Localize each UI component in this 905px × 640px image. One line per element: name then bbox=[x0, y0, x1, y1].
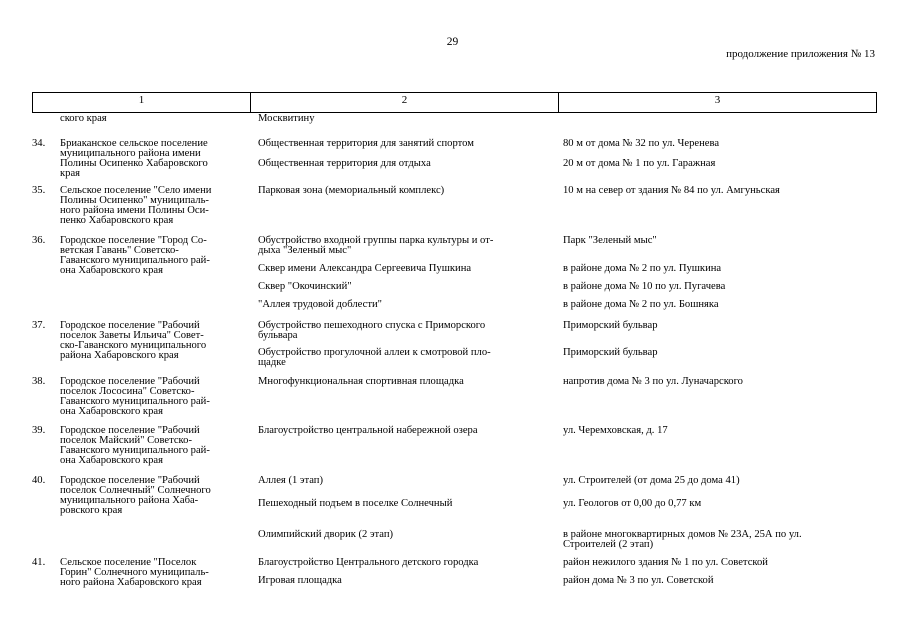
location-cell: в районе дома № 2 по ул. Бошняка bbox=[563, 299, 719, 310]
municipality-cell: Городское поселение "Рабочий поселок Солнечный" Солнечного муниципального района Хаба- ровского края bbox=[60, 475, 211, 516]
municipality-cell: Сельское поселение "Село имени Полины Осипенко" муниципаль- ного района имени Полины Оси- пенко Хабаровского края bbox=[60, 185, 212, 226]
object-cell: Обустройство пешеходного спуска с Приморского бульвара bbox=[258, 320, 486, 341]
object-cell: Москвитину bbox=[258, 113, 315, 124]
location-cell: в районе дома № 2 по ул. Пушкина bbox=[563, 263, 722, 274]
municipality-cell: Бриаканское сельское поселение муниципального района имени Полины Осипенко Хабаровского края bbox=[60, 138, 208, 179]
header-col-3: 3 bbox=[714, 94, 721, 106]
object-cell: Пешеходный подъем в поселке Солнечный bbox=[258, 498, 453, 509]
row-number: 39. bbox=[32, 425, 46, 436]
header-col-1: 1 bbox=[33, 93, 251, 112]
table-header bbox=[32, 92, 877, 113]
municipality-cell: Городское поселение "Город Со- ветская Гавань" Советско- Гаванского муниципального рай- она Хабаровского края bbox=[60, 235, 210, 276]
object-cell: Общественная территория для отдыха bbox=[258, 158, 431, 169]
row-number: 37. bbox=[32, 320, 46, 331]
location-cell: Парк "Зеленый мыс" bbox=[563, 235, 657, 246]
object-cell: "Аллея трудовой доблести" bbox=[258, 299, 382, 310]
object-cell: Сквер имени Александра Сергеевича Пушкина bbox=[258, 263, 472, 274]
municipality-cell: ского края bbox=[60, 113, 107, 124]
object-cell: Игровая площадка bbox=[258, 575, 342, 586]
object-cell: Аллея (1 этап) bbox=[258, 475, 323, 486]
object-cell: Благоустройство Центрального детского городка bbox=[258, 557, 479, 568]
row-number: 40. bbox=[32, 475, 46, 486]
object-cell: Многофункциональная спортивная площадка bbox=[258, 376, 464, 387]
municipality-cell: Городское поселение "Рабочий поселок Лососина" Советско- Гаванского муниципального рай- она Хабаровского края bbox=[60, 376, 210, 417]
object-cell: Обустройство входной группы парка культуры и от- дыха "Зеленый мыс" bbox=[258, 235, 494, 256]
location-cell: напротив дома № 3 по ул. Луначарского bbox=[563, 376, 743, 387]
row-number: 36. bbox=[32, 235, 46, 246]
row-number: 41. bbox=[32, 557, 46, 568]
object-cell: Общественная территория для занятий спортом bbox=[258, 138, 474, 149]
header-col-2: 2 bbox=[251, 93, 559, 112]
location-cell: в районе дома № 10 по ул. Пугачева bbox=[563, 281, 726, 292]
location-cell: ул. Строителей (от дома 25 до дома 41) bbox=[563, 475, 740, 486]
municipality-cell: Городское поселение "Рабочий поселок Заветы Ильича" Совет- ско-Гаванского муниципального района Хабаровского края bbox=[60, 320, 207, 361]
row-number: 35. bbox=[32, 185, 46, 196]
object-cell: Обустройство прогулочной аллеи к смотровой пло- щадке bbox=[258, 347, 491, 368]
object-cell: Олимпийский дворик (2 этап) bbox=[258, 529, 394, 540]
page-number: 29 bbox=[446, 36, 459, 48]
location-cell: район дома № 3 по ул. Советской bbox=[563, 575, 714, 586]
location-cell: в районе многоквартирных домов № 23А, 25А по ул. Строителей (2 этап) bbox=[563, 529, 802, 550]
location-cell: Приморский бульвар bbox=[563, 320, 658, 331]
location-cell: 20 м от дома № 1 по ул. Гаражная bbox=[563, 158, 716, 169]
location-cell: 10 м на север от здания № 84 по ул. Амгуньская bbox=[563, 185, 780, 196]
location-cell: ул. Геологов от 0,00 до 0,77 км bbox=[563, 498, 702, 509]
row-number: 38. bbox=[32, 376, 46, 387]
row-number: 34. bbox=[32, 138, 46, 149]
location-cell: Приморский бульвар bbox=[563, 347, 658, 358]
appendix-label: продолжение приложения № 13 bbox=[726, 48, 875, 60]
municipality-cell: Городское поселение "Рабочий поселок Майский" Советско- Гаванского муниципального рай- она Хабаровского края bbox=[60, 425, 210, 466]
location-cell: ул. Черемховская, д. 17 bbox=[563, 425, 668, 436]
object-cell: Сквер "Окочинский" bbox=[258, 281, 352, 292]
location-cell: район нежилого здания № 1 по ул. Советской bbox=[563, 557, 768, 568]
municipality-cell: Сельское поселение "Поселок Горин" Солнечного муниципаль- ного района Хабаровского края bbox=[60, 557, 209, 588]
object-cell: Парковая зона (мемориальный комплекс) bbox=[258, 185, 445, 196]
object-cell: Благоустройство центральной набережной озера bbox=[258, 425, 478, 436]
location-cell: 80 м от дома № 32 по ул. Черенева bbox=[563, 138, 720, 149]
